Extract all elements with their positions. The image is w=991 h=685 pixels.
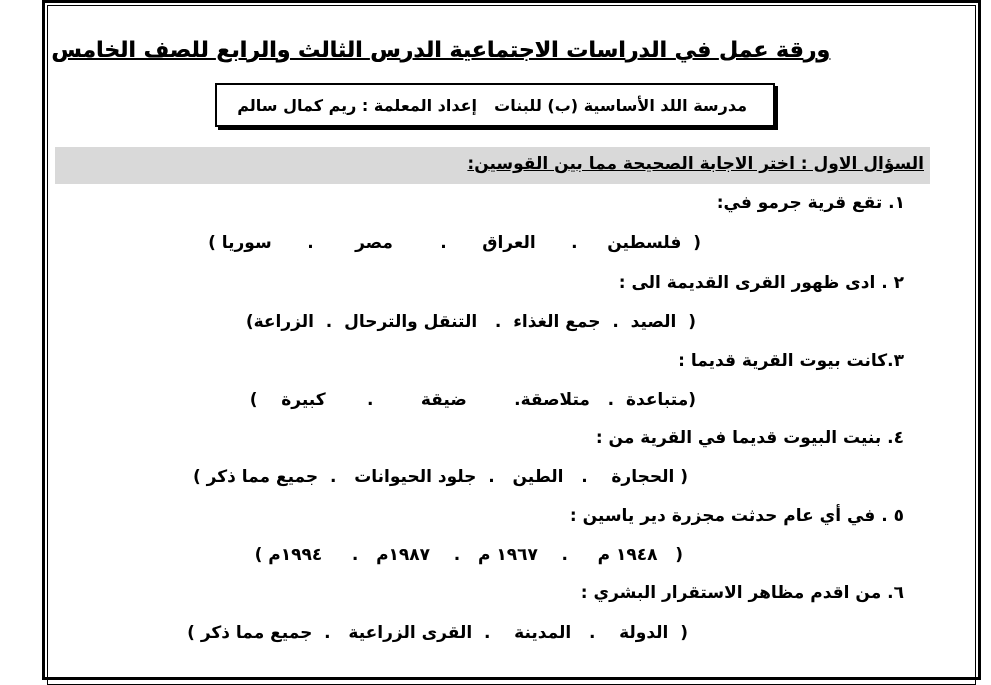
question-heading: السؤال الاول : اختر الاجابة الصحيحة مما بين القوسين: [467,154,924,174]
school-name: مدرسة اللد الأساسية (ب) للبنات [494,96,747,115]
question-3-options: (متباعدة . متلاصقة. ضيقة . كبيرة ) [249,390,696,410]
question-heading-bar [55,147,930,184]
question-4-options: ( الحجارة . الطين . جلود الحيوانات . جميع مما ذكر ) [192,467,688,487]
question-2-options: ( الصيد . جمع الغذاء . التنقل والترحال . الزراعة) [245,312,696,332]
question-5: ٥ . في أي عام حدثت مجزرة دير ياسين : [569,506,904,526]
info-box [215,83,775,127]
question-1-options: ( فلسطين . العراق . مصر . سوريا ) [208,233,701,253]
question-3: ٣.كانت بيوت القرية قديما : [678,351,904,371]
teacher-name: إعداد المعلمة : ريم كمال سالم [237,96,477,115]
worksheet-title: ورقة عمل في الدراسات الاجتماعية الدرس الثالث والرابع للصف الخامس [51,38,830,63]
question-1: ١. تقع قرية جرمو في: [716,193,905,213]
question-5-options: ( ١٩٤٨ م . ١٩٦٧ م . ١٩٨٧م . ١٩٩٤م ) [254,545,683,565]
question-6: ٦. من اقدم مظاهر الاستقرار البشري : [580,583,904,603]
question-6-options: ( الدولة . المدينة . القرى الزراعية . جميع مما ذكر ) [187,623,688,643]
question-4: ٤. بنيت البيوت قديما في القرية من : [595,428,904,448]
question-2: ٢ . ادى ظهور القرى القديمة الى : [618,273,904,293]
